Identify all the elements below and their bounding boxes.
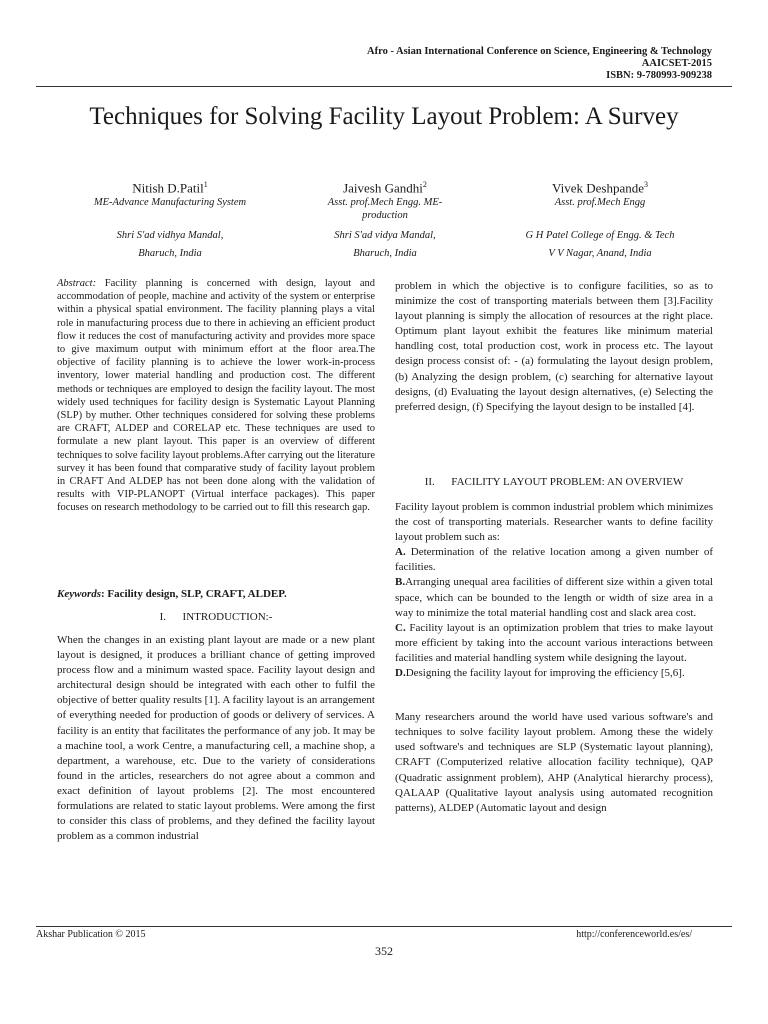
section-1-heading: I. INTRODUCTION:- xyxy=(159,611,273,623)
list-item-c: C. Facility layout is an optimization problem that tries to make layout more efficient by taking into the account various interactions between facilities and material handling system while designing the layout. xyxy=(395,621,713,664)
introduction-text: When the changes in an existing plant layout are made or a new plant layout is designed, it produces a brilliant chance of getting improved process flow and a minimum wasted space. Facility layout design and architectural design should be integrated with each other to fulfil the objective of better quality results [1]. A facility layout is an arrangement of everything needed for production of goods or delivery of services. A facility is an entity that facilitates the performance of any job. It may be a machine tool, a work Centre, a manufacturing cell, a machine shop, a department, a warehouse, etc. Due to the variety of considerations found in the articles, researchers do not agree about a common and exact definition of layout problems [2]. The most encountered formulations are related to static layout problems. Were among the first to consider this class of problems, and they defined the facility layout problem as a common industrial xyxy=(57,634,375,843)
author-3: Vivek Deshpande$^3$ xyxy=(552,180,648,196)
abstract xyxy=(57,277,375,515)
author-3-institute: G H Patel College of Engg. & Tech xyxy=(525,230,675,241)
section-2-body xyxy=(395,500,713,816)
footer-publisher: Akshar Publication © 2015 xyxy=(36,929,146,940)
conference-acronym: AAICSET-2015 xyxy=(641,58,712,69)
author-1: Nitish D.Patil$^1$ xyxy=(132,180,208,196)
list-item-d: D.Designing the facility layout for improving the efficiency [5,6]. xyxy=(395,667,685,680)
footer-divider xyxy=(36,926,732,927)
page-number: 352 xyxy=(375,944,393,958)
author-3-affiliation: Asst. prof.Mech Engg xyxy=(554,197,646,208)
footer-url[interactable]: http://conferenceworld.es/es/ xyxy=(576,929,692,940)
author-2-affiliation: Asst. prof.Mech Engg. ME-production xyxy=(327,197,443,221)
isbn: ISBN: 9-780993-909238 xyxy=(606,70,712,81)
author-1-location: Bharuch, India xyxy=(138,248,202,259)
section-2-paragraph: Many researchers around the world have used various software's and techniques to solve facility layout problem. Among these the widely used software's and techniques are SLP (Systematic layout planning), CRAFT (Computerized relative allocation facility technique), QAP (Quadratic assignment problem), AHP (Analytical hierarchy process), QALAAP (Qualitative layout analysis using automated recognition patterns), ALDEP (Automatic layout and design xyxy=(395,711,713,814)
author-3-location: V V Nagar, Anand, India xyxy=(548,248,652,259)
header-divider xyxy=(36,86,732,87)
keywords-label: Keywords xyxy=(57,588,101,600)
conference-name: Afro - Asian International Conference on Science, Engineering & Technology xyxy=(367,46,712,57)
section-2-intro: Facility layout problem is common industrial problem which minimizes the cost of transporting materials. Researcher wants to define facility layout problem such as: xyxy=(395,501,713,544)
list-item-b: B.Arranging unequal area facilities of different size within a given total space, which can be bounded to the length or width of size area in a way to minimize the total material handling cost and slack area cost. xyxy=(395,576,713,619)
introduction-continued: problem in which the objective is to configure facilities, so as to minimize the cost of transporting materials between them [3].Facility layout planning is simply the allocation of resources at the right place. Optimum plant layout exhibit the features like minimum material handling cost, total production cost, work in process etc. The layout design process consist of: - (a) formulating the layout design problem, (b) Analyzing the design problem, (c) searching for alternative layout designs, (d) Evaluating the layout design alternatives, (e) Selecting the preferred design, (f) Specifying the layout design to be installed [4]. xyxy=(395,280,713,413)
section-2-heading: II. FACILITY LAYOUT PROBLEM: AN OVERVIEW xyxy=(424,476,684,488)
keywords xyxy=(57,588,375,601)
author-2: Jaivesh Gandhi$^2$ xyxy=(343,180,427,196)
list-item-a: A. Determination of the relative location among a given number of facilities. xyxy=(395,546,713,574)
paper-title: Techniques for Solving Facility Layout Problem: A Survey xyxy=(89,103,679,130)
author-2-institute: Shri S'ad vidya Mandal, xyxy=(334,230,436,241)
abstract-label: Abstract: xyxy=(57,278,97,289)
abstract-text: Facility planning is concerned with design, layout and accommodation of people, machine and activity of the system or enterprise within a physical spatial environment. The facility planning plays a vital role in manufacturing process due to there in achieving an efficient product flow it reduces the cost of manufacturing activity and provides more space to give maximum output with minimum effort at the floor area.The objective of facility planning is to achieve the lower work-in-process inventory, lower material handling and production cost. The different methods or techniques are employed to design the facility layout. The most widely used techniques for facility design is Systematic Layout Planning (SLP) by muther. Other techniques considered for solving these problems are CRAFT, ALDEP and CORELAP etc. These techniques are used to formulate a new plant layout. This paper is an overview of different techniques to solve facility layout problems.After carrying out the literature survey it has been found that comparative study of facility layout problem in CRAFT And ALDEP has not been done along with the validation of results with VIP-PLANOPT (Virtual interface packages). This paper focuses on research methodology to be carried out to fill this research gap. xyxy=(57,278,375,514)
author-1-affiliation: ME-Advance Manufacturing System xyxy=(93,197,247,208)
author-2-location: Bharuch, India xyxy=(353,248,417,259)
keywords-text: : Facility design, SLP, CRAFT, ALDEP. xyxy=(101,588,287,600)
author-1-institute: Shri S'ad vidhya Mandal, xyxy=(116,230,224,241)
